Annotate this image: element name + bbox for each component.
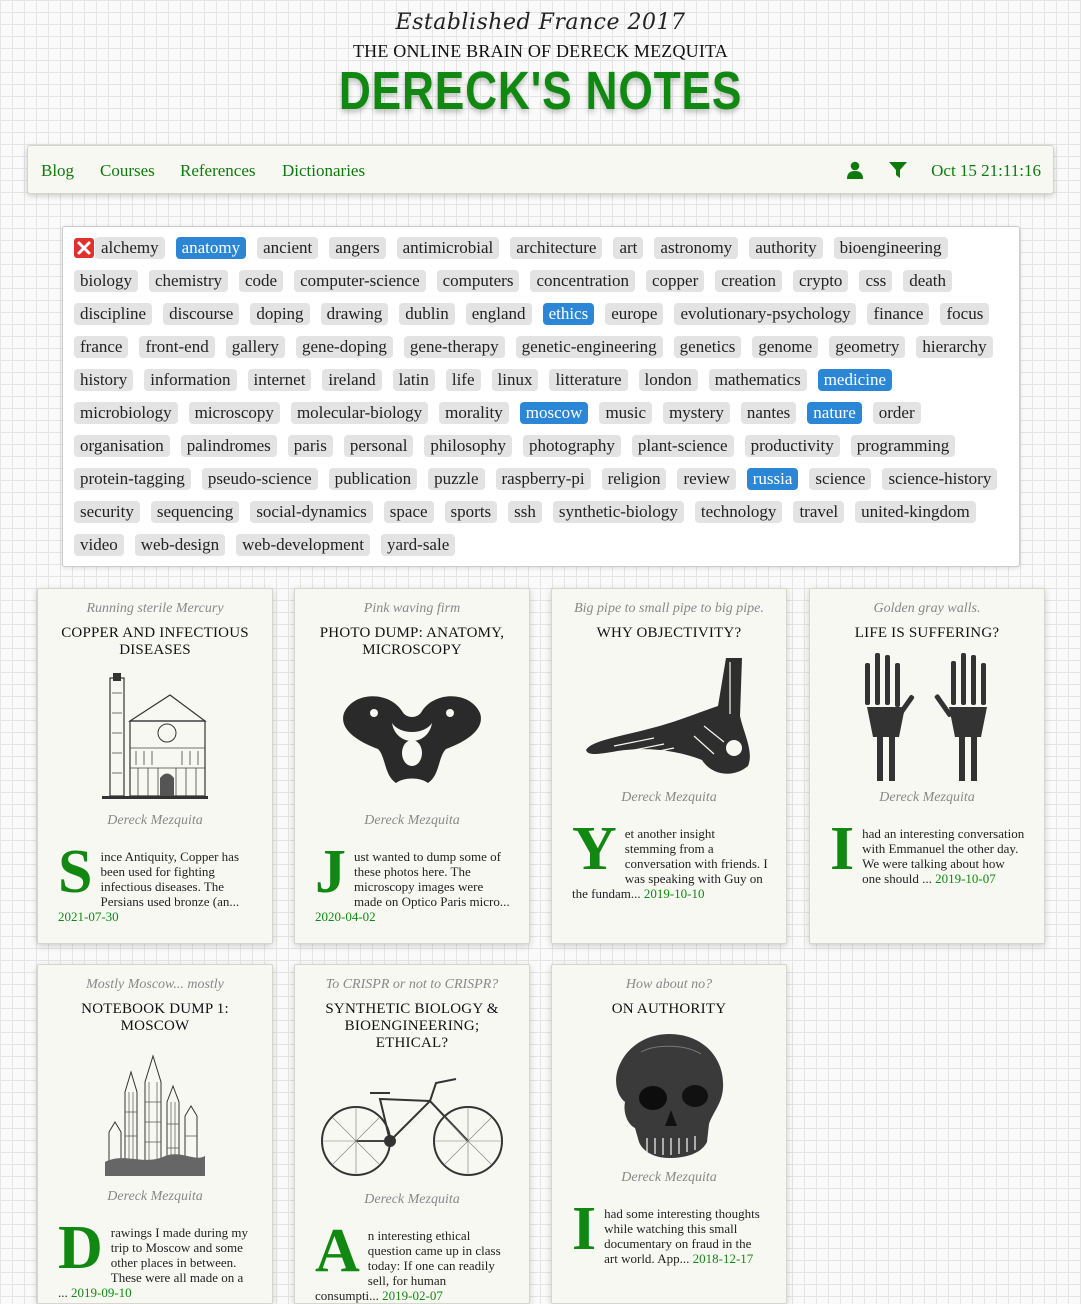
tag-filter-panel (62, 226, 1020, 567)
tag-antimicrobial[interactable]: antimicrobial (397, 237, 500, 259)
tag-death[interactable]: death (903, 270, 952, 292)
post-dropcap: D (58, 1214, 103, 1282)
tag-publication[interactable]: publication (329, 468, 417, 490)
tag-crypto[interactable]: crypto (793, 270, 848, 292)
tag-science[interactable]: science (809, 468, 871, 490)
post-author: Dereck Mezquita (621, 1170, 717, 1185)
tag-evolutionary-psychology[interactable]: evolutionary-psychology (674, 303, 856, 325)
post-excerpt-text: et another insight stemming from a conversation with friends. I was speaking with Guy on the fundam... (572, 826, 768, 901)
site-title[interactable]: DERECK'S NOTES (338, 61, 743, 121)
post-tagline: How about no? (625, 977, 713, 992)
post-author: Dereck Mezquita (364, 813, 460, 828)
post-title[interactable]: NOTEBOOK DUMP 1: MOSCOW (81, 1001, 229, 1034)
tag-linux[interactable]: linux (492, 369, 539, 391)
tag-moscow[interactable]: moscow (520, 402, 589, 424)
tag-front-end[interactable]: front-end (139, 336, 214, 358)
tag-copper[interactable]: copper (646, 270, 704, 292)
tag-code[interactable]: code (239, 270, 283, 292)
post-tagline: Mostly Moscow... mostly (86, 977, 224, 992)
nav-datetime: Oct 15 21:11:16 (931, 161, 1041, 180)
post-date: 2020-04-02 (315, 909, 376, 924)
post-excerpt-text: ust wanted to dump some of these photos here. The microscopy images were made on Optico Paris micro... (354, 849, 510, 909)
tag-spacer (74, 237, 89, 259)
post-tagline: Running sterile Mercury (86, 601, 224, 616)
post-author: Dereck Mezquita (621, 790, 717, 805)
moscow-sketch-illustration[interactable] (38, 1049, 272, 1179)
post-excerpt-text: had some interesting thoughts while watching this small documentary on fraud in the art world. App... (604, 1206, 760, 1266)
tag-united-kingdom[interactable]: united-kingdom (855, 501, 976, 523)
tag-travel[interactable]: travel (793, 501, 844, 523)
tag-philosophy[interactable]: philosophy (424, 435, 512, 457)
tag-latin[interactable]: latin (393, 369, 435, 391)
tag-paris[interactable]: paris (288, 435, 333, 457)
tag-security[interactable]: security (74, 501, 140, 523)
tag-personal[interactable]: personal (344, 435, 414, 457)
tag-religion[interactable]: religion (602, 468, 667, 490)
post-date: 2019-02-07 (382, 1288, 443, 1303)
post-author: Dereck Mezquita (879, 790, 975, 805)
bicycle-illustration[interactable] (295, 1066, 529, 1182)
tag-technology[interactable]: technology (695, 501, 783, 523)
tag-ireland[interactable]: ireland (322, 369, 381, 391)
post-tagline: To CRISPR or not to CRISPR? (325, 977, 499, 992)
tag-css[interactable]: css (859, 270, 892, 292)
tag-nature[interactable]: nature (807, 402, 861, 424)
post-excerpt (572, 815, 768, 901)
navbar (27, 145, 1054, 194)
tag-plant-science[interactable]: plant-science (632, 435, 734, 457)
tag-doping[interactable]: doping (250, 303, 309, 325)
nav-references[interactable]: References (180, 161, 256, 180)
tag-review[interactable]: review (677, 468, 735, 490)
site-header (0, 10, 1081, 120)
post-dropcap: Y (572, 815, 617, 883)
post-excerpt-text: ince Antiquity, Copper has been used for fighting infectious diseases. The Persians used bronze (an... (100, 849, 240, 909)
tag-medicine[interactable]: medicine (818, 369, 892, 391)
post-date: 2019-10-10 (643, 886, 705, 901)
tag-genome[interactable]: genome (752, 336, 818, 358)
tag-authority[interactable]: authority (749, 237, 822, 259)
post-title[interactable]: ON AUTHORITY (611, 1001, 727, 1017)
tag-hierarchy[interactable]: hierarchy (916, 336, 992, 358)
post-title[interactable]: LIFE IS SUFFERING? (854, 625, 1000, 641)
tag-morality[interactable]: morality (439, 402, 509, 424)
tag-france[interactable]: france (74, 336, 128, 358)
tag-london[interactable]: london (639, 369, 698, 391)
tag-geometry[interactable]: geometry (829, 336, 905, 358)
tag-pseudo-science[interactable]: pseudo-science (202, 468, 318, 490)
tag-information[interactable]: information (144, 369, 236, 391)
filter-icon[interactable] (888, 160, 908, 180)
tag-synthetic-biology[interactable]: synthetic-biology (553, 501, 684, 523)
tag-microscopy[interactable]: microscopy (189, 402, 280, 424)
post-date: 2021-07-30 (58, 909, 119, 924)
tag-russia[interactable]: russia (747, 468, 799, 490)
post-excerpt (572, 1195, 768, 1266)
post-card[interactable] (294, 964, 530, 1304)
tag-web-design[interactable]: web-design (135, 534, 225, 556)
tag-order[interactable]: order (873, 402, 921, 424)
post-card[interactable] (37, 588, 273, 944)
post-author: Dereck Mezquita (107, 813, 203, 828)
tag-angers[interactable]: angers (329, 237, 385, 259)
tag-computer-science[interactable]: computer-science (294, 270, 426, 292)
tag-productivity[interactable]: productivity (745, 435, 840, 457)
tag-biology[interactable]: biology (74, 270, 138, 292)
tag-discipline[interactable]: discipline (74, 303, 152, 325)
post-title[interactable]: SYNTHETIC BIOLOGY & BIOENGINEERING; ETHICAL? (325, 1001, 499, 1051)
tag-creation[interactable]: creation (715, 270, 782, 292)
nav-courses[interactable]: Courses (100, 161, 155, 180)
tag-palindromes[interactable]: palindromes (181, 435, 277, 457)
post-author: Dereck Mezquita (107, 1189, 203, 1204)
tag-raspberry-pi[interactable]: raspberry-pi (496, 468, 591, 490)
tag-history[interactable]: history (74, 369, 133, 391)
tag-architecture[interactable]: architecture (510, 237, 602, 259)
post-card[interactable] (294, 588, 530, 944)
post-excerpt (315, 1217, 511, 1303)
post-tagline: Big pipe to small pipe to big pipe. (574, 601, 764, 616)
post-dropcap: A (315, 1217, 360, 1285)
post-tagline: Golden gray walls. (873, 601, 981, 616)
post-author: Dereck Mezquita (364, 1192, 460, 1207)
tag-alchemy[interactable]: alchemy (95, 237, 165, 259)
site-subtitle: THE ONLINE BRAIN OF DERECK MEZQUITA (352, 41, 729, 61)
post-dropcap: J (315, 838, 346, 906)
tag-life[interactable]: life (446, 369, 481, 391)
nav-blog[interactable]: Blog (41, 161, 75, 180)
post-date: 2019-10-07 (935, 871, 996, 886)
post-tagline: Pink waving firm (363, 601, 461, 616)
tag-internet[interactable]: internet (248, 369, 312, 391)
tag-ethics[interactable]: ethics (543, 303, 595, 325)
tag-music[interactable]: music (599, 402, 652, 424)
tag-space[interactable]: space (384, 501, 434, 523)
nav-dictionaries[interactable]: Dictionaries (282, 161, 366, 180)
tag-gene-doping[interactable]: gene-doping (296, 336, 393, 358)
tag-puzzle[interactable]: puzzle (428, 468, 484, 490)
tag-ssh[interactable]: ssh (508, 501, 542, 523)
post-title[interactable]: COPPER AND INFECTIOUS DISEASES (61, 625, 249, 658)
tag-sports[interactable]: sports (445, 501, 498, 523)
established-tagline: Established France 2017 (395, 10, 686, 35)
tag-europe[interactable]: europe (605, 303, 663, 325)
post-excerpt-text: n interesting ethical question came up in class today: If one can readily sell, for human consumpti... (315, 1228, 501, 1303)
tag-astronomy[interactable]: astronomy (654, 237, 738, 259)
post-card[interactable] (37, 964, 273, 1304)
post-excerpt-text: rawings I made during my trip to Moscow and some other places in between. These were all made on a ... (58, 1225, 248, 1300)
tag-video[interactable]: video (74, 534, 124, 556)
tag-art[interactable]: art (613, 237, 643, 259)
post-excerpt (58, 838, 254, 924)
user-icon[interactable] (845, 160, 865, 180)
post-card[interactable] (551, 588, 787, 944)
post-excerpt-text: had an interesting conversation with Emmanuel the other day. We were talking about how one should ... (862, 826, 1025, 886)
tag-bioengineering[interactable]: bioengineering (834, 237, 948, 259)
tag-gallery[interactable]: gallery (226, 336, 285, 358)
foot-bones-illustration[interactable] (552, 656, 786, 780)
tag-protein-tagging[interactable]: protein-tagging (74, 468, 191, 490)
tag-microbiology[interactable]: microbiology (74, 402, 178, 424)
tag-programming[interactable]: programming (851, 435, 956, 457)
post-dropcap: I (572, 1195, 597, 1263)
tag-mystery[interactable]: mystery (663, 402, 730, 424)
post-title[interactable]: WHY OBJECTIVITY? (596, 625, 742, 641)
tag-genetics[interactable]: genetics (674, 336, 742, 358)
tag-organisation[interactable]: organisation (74, 435, 170, 457)
tag-sequencing[interactable]: sequencing (151, 501, 239, 523)
tag-photography[interactable]: photography (523, 435, 621, 457)
tag-web-development[interactable]: web-development (236, 534, 370, 556)
post-date: 2018-12-17 (692, 1251, 754, 1266)
tag-finance[interactable]: finance (867, 303, 929, 325)
tag-science-history[interactable]: science-history (882, 468, 997, 490)
post-dropcap: I (830, 815, 855, 883)
tag-list (74, 237, 1014, 567)
tag-drawing[interactable]: drawing (321, 303, 389, 325)
tag-nantes[interactable]: nantes (741, 402, 796, 424)
post-card[interactable] (809, 588, 1045, 944)
tag-mathematics[interactable]: mathematics (709, 369, 807, 391)
tag-concentration[interactable]: concentration (530, 270, 635, 292)
cathedral-illustration[interactable] (38, 673, 272, 803)
tag-social-dynamics[interactable]: social-dynamics (250, 501, 372, 523)
tag-chemistry[interactable]: chemistry (149, 270, 228, 292)
pelvis-illustration[interactable] (295, 673, 529, 803)
post-card[interactable] (551, 964, 787, 1304)
post-date: 2019-09-10 (71, 1285, 132, 1300)
post-excerpt (830, 815, 1026, 886)
tag-yard-sale[interactable]: yard-sale (381, 534, 455, 556)
post-excerpt (58, 1214, 254, 1300)
tag-anatomy[interactable]: anatomy (176, 237, 247, 259)
tag-discourse[interactable]: discourse (163, 303, 239, 325)
hand-bones-illustration[interactable] (810, 656, 1044, 780)
tag-england[interactable]: england (466, 303, 532, 325)
tag-ancient[interactable]: ancient (257, 237, 318, 259)
tag-dublin[interactable]: dublin (399, 303, 454, 325)
tag-genetic-engineering[interactable]: genetic-engineering (516, 336, 663, 358)
tag-litterature[interactable]: litterature (549, 369, 627, 391)
post-title[interactable]: PHOTO DUMP: ANATOMY, MICROSCOPY (319, 625, 505, 658)
skull-illustration[interactable] (552, 1032, 786, 1160)
tag-gene-therapy[interactable]: gene-therapy (404, 336, 505, 358)
post-dropcap: S (58, 838, 93, 906)
post-excerpt (315, 838, 511, 924)
tag-focus[interactable]: focus (940, 303, 989, 325)
tag-computers[interactable]: computers (437, 270, 520, 292)
tag-molecular-biology[interactable]: molecular-biology (291, 402, 428, 424)
